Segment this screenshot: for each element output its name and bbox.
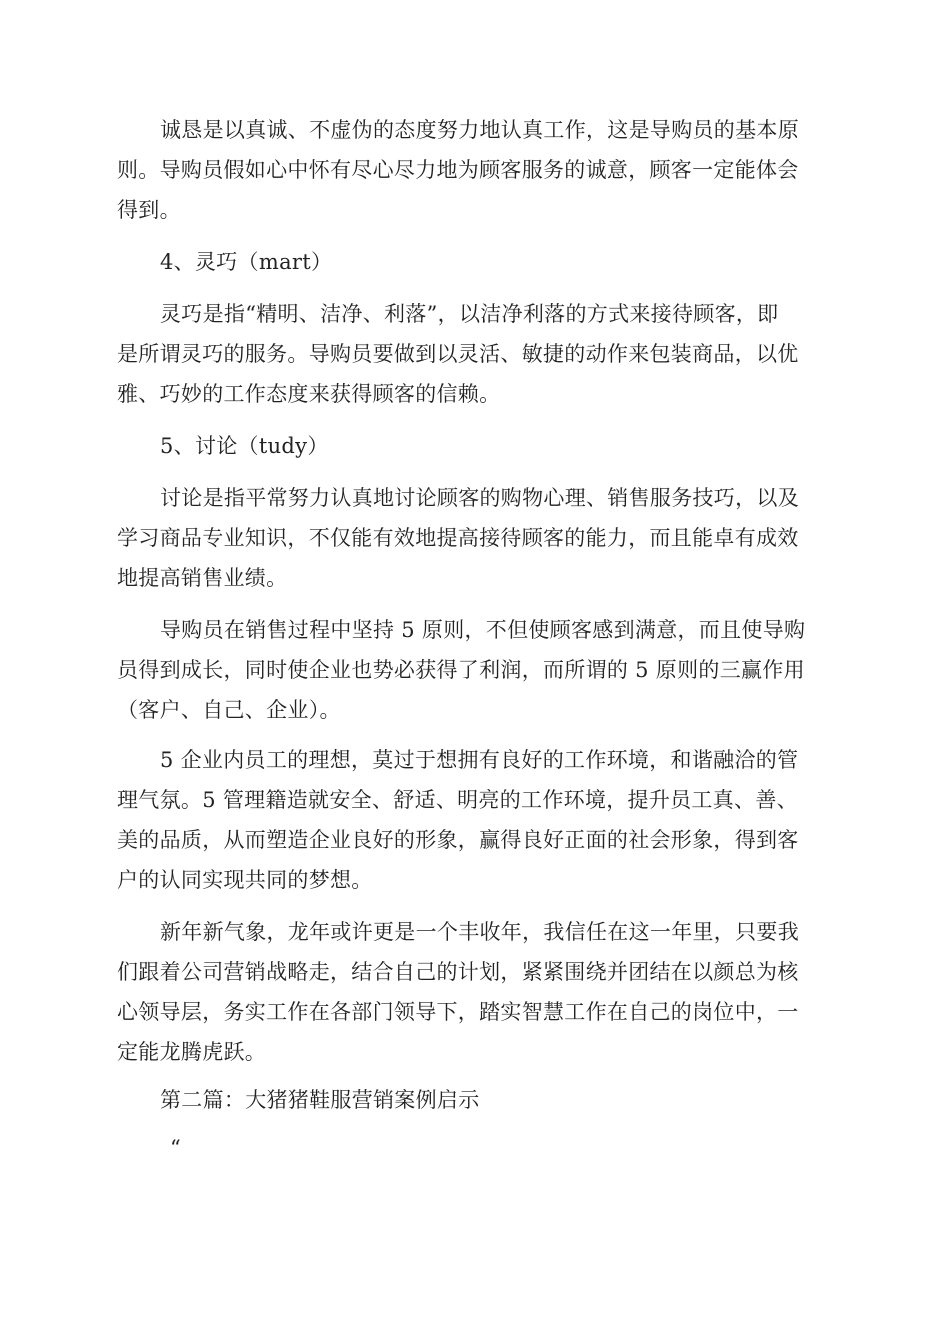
paragraph-line: 理气氛。5 管理籍造就安全、舒适、明亮的工作环境，提升员工真、善、 <box>117 788 798 812</box>
paragraph-line: 美的品质，从而塑造企业良好的形象，赢得良好正面的社会形象，得到客 <box>117 828 799 852</box>
section-heading: 5、讨论（tudy） <box>160 434 329 458</box>
paragraph-line: 地提高销售业绩。 <box>117 566 288 590</box>
paragraph-line: 讨论是指平常努力认真地讨论顾客的购物心理、销售服务技巧，以及 <box>160 486 799 510</box>
paragraph-line: 心领导层，务实工作在各部门领导下，踏实智慧工作在自己的岗位中，一 <box>117 1000 799 1024</box>
paragraph-line: 诚恳是以真诚、不虚伪的态度努力地认真工作，这是导购员的基本原 <box>160 118 799 142</box>
paragraph-line: 5 企业内员工的理想，莫过于想拥有良好的工作环境，和谐融洽的管 <box>160 748 799 772</box>
section-heading: 4、灵巧（mart） <box>160 250 333 274</box>
paragraph-line: 导购员在销售过程中坚持 5 原则，不但使顾客感到满意，而且使导购 <box>160 618 806 642</box>
chapter-heading: 第二篇：大猪猪鞋服营销案例启示 <box>160 1088 480 1112</box>
paragraph-line: 新年新气象，龙年或许更是一个丰收年，我信任在这一年里，只要我 <box>160 920 799 944</box>
paragraph-line: 得到。 <box>117 198 181 222</box>
paragraph-line: 雅、巧妙的工作态度来获得顾客的信赖。 <box>117 382 501 406</box>
paragraph-line: 员得到成长，同时使企业也势必获得了利润，而所谓的 5 原则的三赢作用 <box>117 658 805 682</box>
paragraph-line: 学习商品专业知识，不仅能有效地提高接待顾客的能力，而且能卓有成效 <box>117 526 799 550</box>
paragraph-line: （客户、自己、企业）。 <box>117 698 341 722</box>
paragraph-line: 户的认同实现共同的梦想。 <box>117 868 373 892</box>
paragraph-line: 们跟着公司营销战略走，结合自己的计划，紧紧围绕并团结在以颜总为核 <box>117 960 799 984</box>
paragraph-line: 灵巧是指“精明、洁净、利落”，以洁净利落的方式来接待顾客，即 <box>160 302 779 326</box>
trailing-quote-mark: “ <box>170 1136 181 1160</box>
paragraph-line: 是所谓灵巧的服务。导购员要做到以灵活、敏捷的动作来包装商品，以优 <box>117 342 799 366</box>
paragraph-line: 定能龙腾虎跃。 <box>117 1040 267 1064</box>
paragraph-line: 则。导购员假如心中怀有尽心尽力地为顾客服务的诚意，顾客一定能体会 <box>117 158 799 182</box>
